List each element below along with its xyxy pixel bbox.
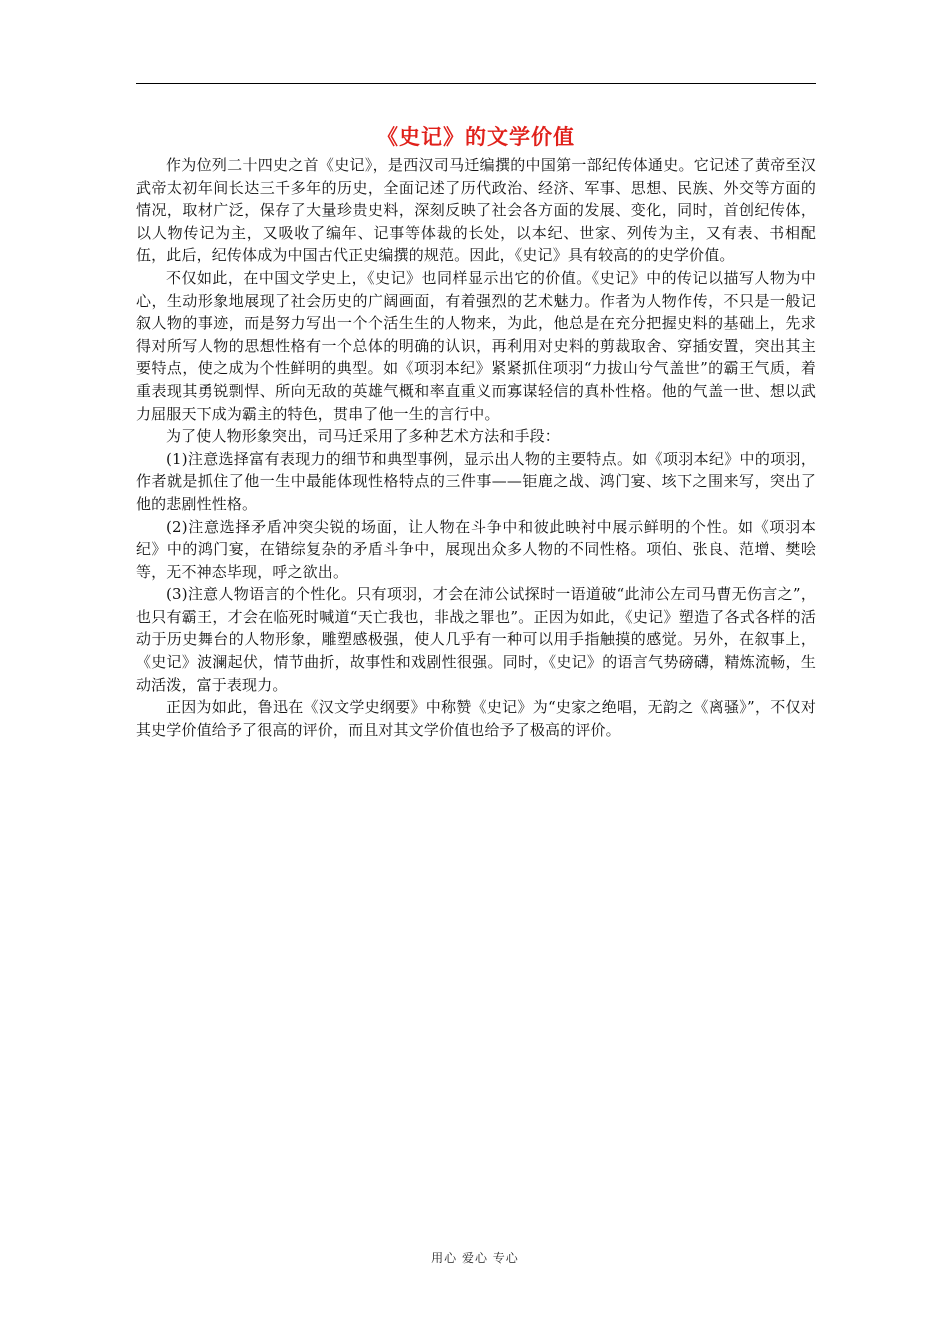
paragraph-methods-lead: 为了使人物形象突出，司马迁采用了多种艺术方法和手段： xyxy=(166,427,560,446)
page-footer: 用心 爱心 专心 xyxy=(431,1251,519,1265)
paragraph-literary-value: 不仅如此，在中国文学史上，《史记》也同样显示出它的价值。《史记》中的传记以描写人物为中心，生动形象地展现了社会历史的广阔画面，有着强烈的艺术魅力。作者为人物作传，不只是一般记叙人物的事迹，而是努力写出一个个活生生的人物来，为此，他总是在充分把握史料的基础上，先求得对所写人物的思想性格有一个总体的明确的认识，再利用对史料的剪裁取舍、穿插安置，突出其主要特点，使之成为个性鲜明的典型。如《项羽本纪》紧紧抓住项羽“力拔山兮气盖世”的霸王气质，着重表现其勇锐剽悍、所向无敌的英雄气概和率直重义而寡谋轻信的真朴性格。他的气盖一世、想以武力屈服天下成为霸主的特色，贯串了他一生的言行中。 xyxy=(136,268,816,423)
paragraph-intro: 作为位列二十四史之首《史记》，是西汉司马迁编撰的中国第一部纪传体通史。它记述了黄帝至汉武帝太初年间长达三千多年的历史，全面记述了历代政治、经济、军事、思想、民族、外交等方面的情况，取材广泛，保存了大量珍贵史料，深刻反映了社会各方面的发展、变化，同时，首创纪传体，以人物传记为主，又吸收了编年、记事等体裁的长处，以本纪、世家、列传为主，又有表、书相配伍，此后，纪传体成为中国古代正史编撰的规范。因此，《史记》具有较高的的史学价值。 xyxy=(136,156,816,265)
paragraph-method-3: (3)注意人物语言的个性化。只有项羽，才会在沛公试探时一语道破“此沛公左司马曹无伤言之”，也只有霸王，才会在临死时喊道“天亡我也，非战之罪也”。正因为如此，《史记》塑造了各式各样的活动于历史舞台的人物形象，雕塑感极强，使人几乎有一种可以用手指触摸的感觉。另外，在叙事上，《史记》波澜起伏，情节曲折，故事性和戏剧性很强。同时，《史记》的语言气势磅礴，精炼流畅，生动活泼，富于表现力。 xyxy=(136,585,816,694)
document-body xyxy=(136,154,816,741)
document-title: 《史记》的文学价值 xyxy=(377,124,575,149)
paragraph-conclusion: 正因为如此，鲁迅在《汉文学史纲要》中称赞《史记》为“史家之绝唱，无韵之《离骚》”，不仅对其史学价值给予了很高的评价，而且对其文学价值也给予了极高的评价。 xyxy=(136,698,816,739)
header-rule xyxy=(136,83,816,84)
paragraph-method-1: (1)注意选择富有表现力的细节和典型事例，显示出人物的主要特点。如《项羽本纪》中的项羽，作者就是抓住了他一生中最能体现性格特点的三件事——钜鹿之战、鸿门宴、垓下之围来写，突出了他的悲剧性性格。 xyxy=(136,449,816,513)
paragraph-method-2: (2)注意选择矛盾冲突尖锐的场面，让人物在斗争中和彼此映衬中展示鲜明的个性。如《项羽本纪》中的鸿门宴，在错综复杂的矛盾斗争中，展现出众多人物的不同性格。项伯、张良、范增、樊哙等，无不神态毕现，呼之欲出。 xyxy=(136,517,816,581)
